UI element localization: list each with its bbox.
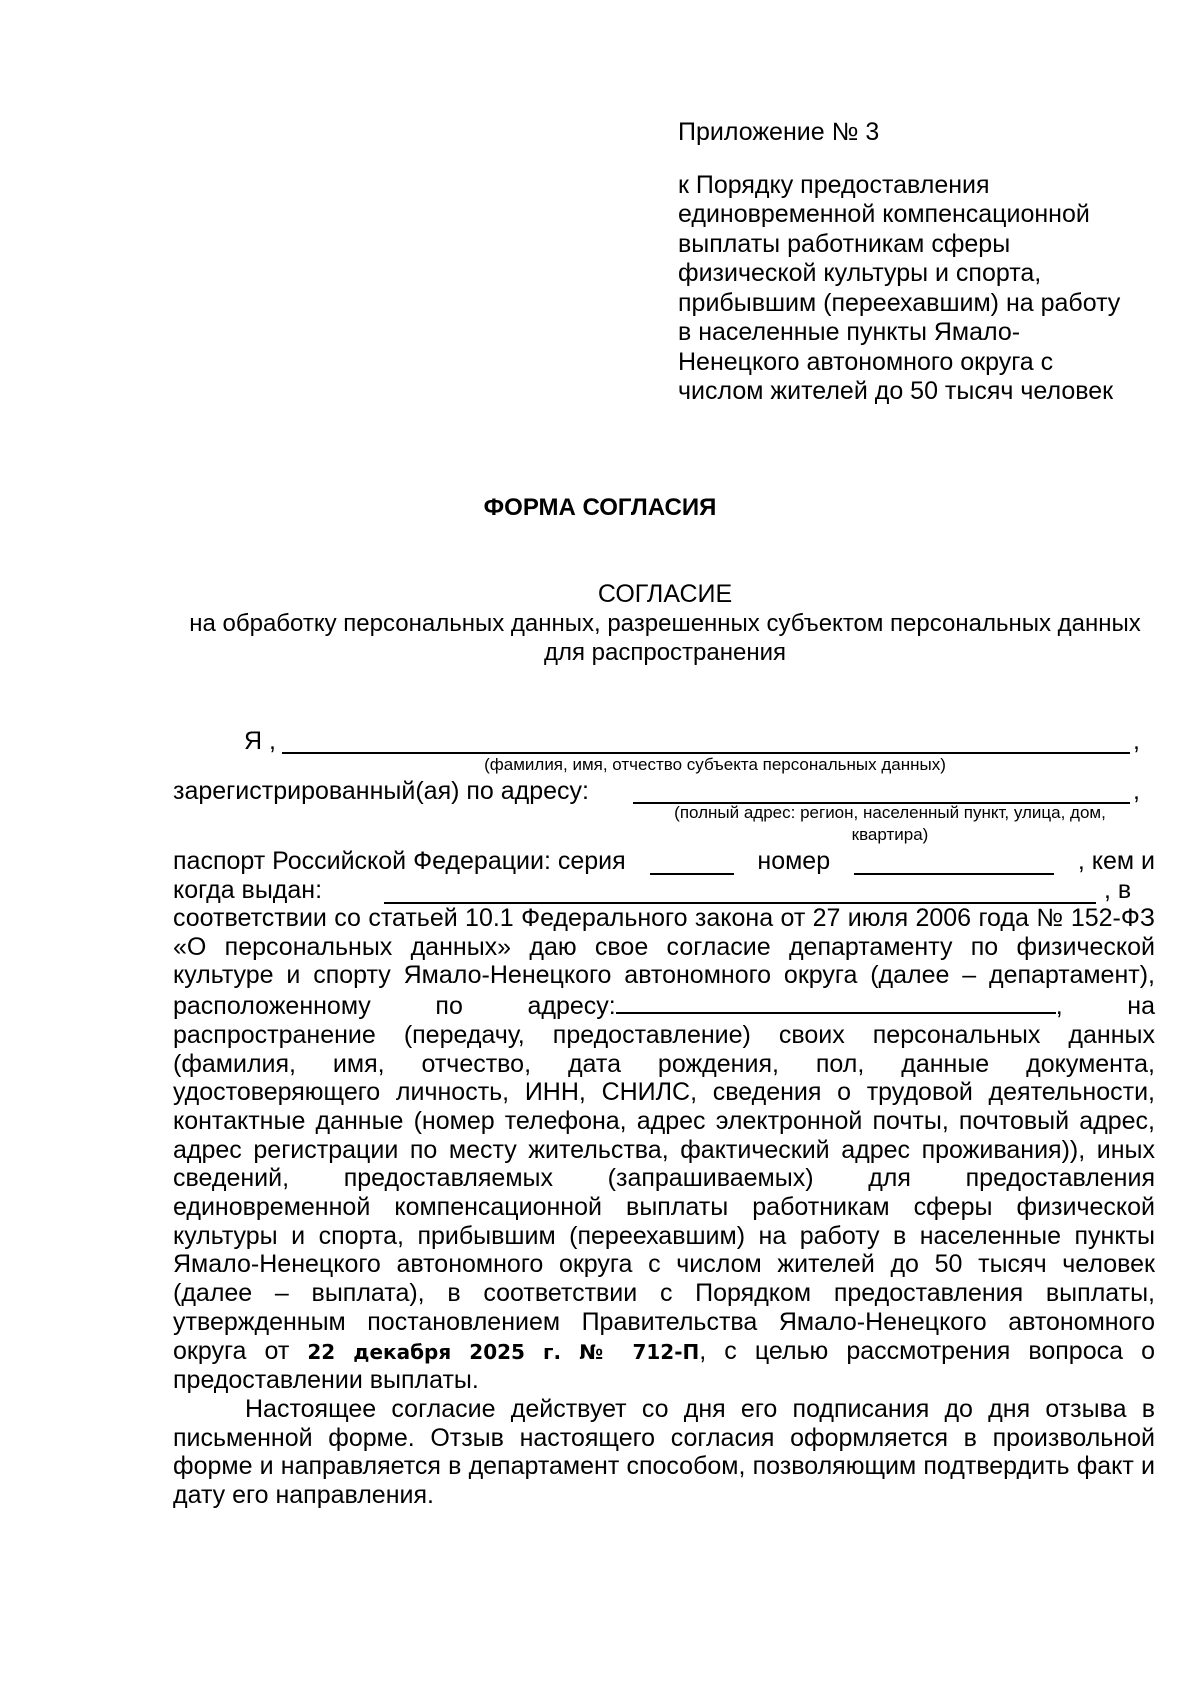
number-label: номер	[757, 847, 831, 875]
body-part-1: соответствии со статьей 10.1 Федерального закона от 27 июля 2006 года № 152-ФЗ «О персональных данных» даю свое согласие департаменту по физической культуре и спорту Ямало-Ненецкого автономного округа (далее – департамент), расположенному по адресу:	[173, 904, 1155, 1021]
number-field[interactable]	[854, 847, 1054, 875]
issued-by-label: , кем и	[1077, 847, 1155, 875]
body-part-2: на распространение (передачу, предоставление) своих персональных данных (фамилия, имя, отчество, дата рождения, пол, данные документа, удостоверяющего личность, ИНН, СНИЛС, сведения о трудовой деятельности, контактные данные (номер телефона, адрес электронной почты, почтовый адрес, адрес регистрации по месту жительства, фактический адрес проживания)), иных сведений, предоставляемых (запрашиваемых) для предоставления единовременной компенсационной выплаты работникам сферы физической культуры и спорта, прибывшим (переехавшим) на работу в населенные пункты Ямало-Ненецкого автономного округа с числом жителей до 50 тысяч человек (далее – выплата), в соответствии с Порядком предоставления выплаты, утвержденным постановлением Правительства Ямало-Ненецкого автономного округа от	[173, 992, 1155, 1365]
when-issued-label: когда выдан:	[173, 876, 323, 904]
address-hint: (полный адрес: регион, населенный пункт, улица, дом, квартира)	[674, 803, 1106, 844]
appendix-header	[678, 118, 1158, 407]
body-part-3: , с целью рассмотрения вопроса о предоставлении выплаты.	[173, 1336, 1155, 1395]
series-field[interactable]	[650, 847, 734, 875]
address-comma: ,	[1133, 777, 1140, 805]
consent-subtitle: на обработку персональных данных, разрешенных субъектом персональных данных для распространения	[189, 610, 1141, 666]
consent-body: соответствии со статьей 10.1 Федерального закона от 27 июля 2006 года № 152-ФЗ «О персональных данных» даю свое согласие департаменту по физической культуре и спорту Ямало-Ненецкого автономного округа (далее – департамент), расположенному по адресу: , на распространение (передачу, предоставление) своих персональных данных (фамилия, имя, отчество, дата рождения, пол, данные документа, удостоверяющего личность, ИНН, СНИЛС, сведения о трудовой деятельности, контактные данные (номер телефона, адрес электронной почты, почтовый адрес, адрес регистрации по месту жительства, фактический адрес проживания)), иных сведений, предоставляемых (запрашиваемых) для предоставления единовременной компенсационной выплаты работникам сферы физической культуры и спорта, прибывшим (переехавшим) на работу в населенные пункты Ямало-Ненецкого автономного округа с числом жителей до 50 тысяч человек (далее – выплата), в соответствии с Порядком предоставления выплаты, утвержденным постановлением Правительства Ямало-Ненецкого автономного округа от 22 декабря 2025 г. № 712-П, с целью рассмотрения вопроса о предоставлении выплаты.	[173, 904, 1155, 1395]
address-label: зарегистрированный(ая) по адресу:	[173, 777, 590, 805]
passport-line	[173, 847, 1155, 876]
appendix-line: в населенные пункты Ямало-	[678, 318, 1021, 346]
appendix-line: к Порядку предоставления	[678, 170, 990, 199]
appendix-line: числом жителей до 50 тысяч человек	[678, 377, 1114, 405]
appendix-line: единовременной компенсационной	[678, 200, 1090, 228]
appendix-line: прибывшим (переехавшим) на работу	[678, 288, 1121, 317]
appendix-line: Ненецкого автономного округа с	[678, 347, 1054, 376]
form-title: ФОРМА СОГЛАСИЯ	[483, 494, 717, 521]
appendix-number: Приложение № 3	[678, 118, 880, 146]
fio-hint: (фамилия, имя, отчество субъекта персональных данных)	[484, 755, 946, 774]
fio-comma: ,	[1133, 727, 1140, 755]
passport-label: паспорт Российской Федерации: серия	[173, 847, 626, 875]
consent-validity: Настоящее согласие действует со дня его подписания до дня отзыва в письменной форме. Отзыв настоящего согласия оформляется в произвольной форме и направляется в департамент способом, позволяющим подтвердить факт и дату его направления.	[173, 1395, 1155, 1510]
ya-label: Я ,	[244, 727, 276, 755]
consent-heading	[175, 580, 1155, 667]
consent-title: СОГЛАСИЕ	[597, 580, 733, 608]
when-issued-tail: , в	[1104, 876, 1132, 904]
appendix-line: выплаты работникам сферы	[678, 229, 1011, 258]
appendix-line: физической культуры и спорта,	[678, 259, 1042, 287]
department-address-field[interactable]	[616, 990, 1056, 1014]
decree-reference: 22 декабря 2025 г. № 712-П	[307, 1339, 700, 1364]
